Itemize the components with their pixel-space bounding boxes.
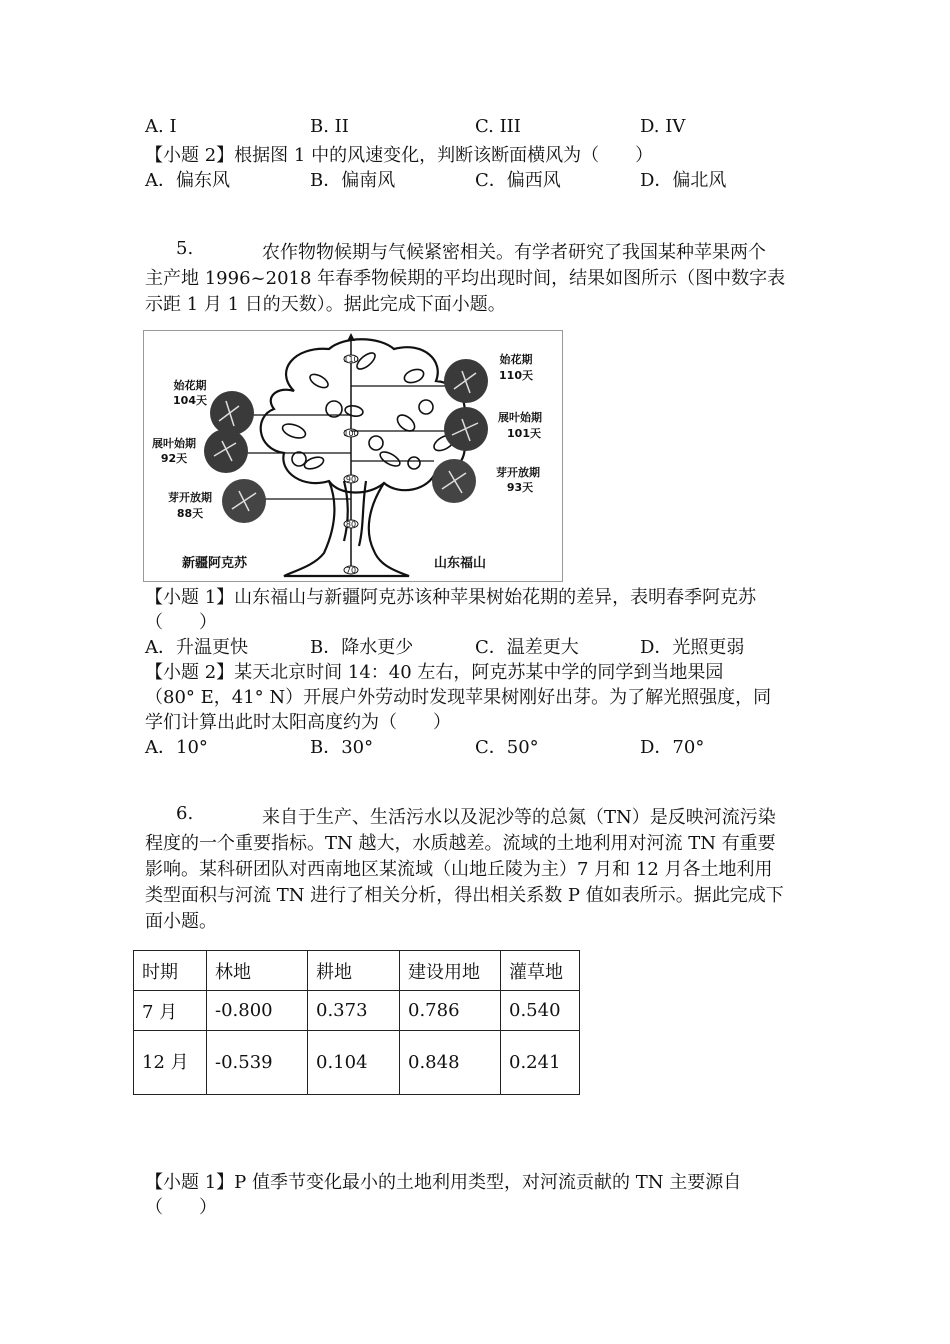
table-row (134, 1031, 580, 1095)
left-stage-1-name: 始花期 (173, 379, 207, 392)
tree-outline (261, 339, 465, 576)
table-row (134, 991, 580, 1031)
q5-intro-line-2: 主产地 1996~2018 年春季物候期的平均出现时间，结果如图所示（图中数字表 (145, 268, 786, 289)
table-cell: 12 月 (134, 1031, 207, 1095)
photo-left-flower (210, 391, 254, 435)
option-c: C. III (475, 116, 521, 137)
q6-intro-line-2: 程度的一个重要指标。TN 越大，水质越差。流域的土地利用对河流 TN 有重要 (145, 833, 776, 854)
q6-sub1-line-2: （ ） (145, 1197, 217, 1218)
table-header-cell: 建设用地 (400, 951, 501, 991)
table-cell: 0.241 (501, 1031, 580, 1095)
axis-tick-110: 110 (343, 355, 359, 364)
table-cell: 0.540 (501, 991, 580, 1031)
q5-intro-line-1: 农作物物候期与气候紧密相关。有学者研究了我国某种苹果两个 (262, 242, 766, 263)
q5-sub1-option-d: D．光照更弱 (640, 637, 745, 658)
table-header-cell: 灌草地 (501, 951, 580, 991)
table-cell: 0.786 (400, 991, 501, 1031)
left-stage-labels (152, 378, 212, 520)
right-stage-3-days: 93天 (506, 481, 534, 494)
q5-sub1-option-b: B．降水更少 (310, 637, 414, 658)
left-stage-2-name: 展叶始期 (152, 437, 196, 450)
region-right-label: 山东福山 (434, 556, 487, 571)
axis-tick-90: 90 (345, 475, 357, 484)
q6-intro-line-4: 类型面积与河流 TN 进行了相关分析，得出相关系数 P 值如表所示。据此完成下 (145, 885, 784, 906)
q4-sub2-stem: 【小题 2】根据图 1 中的风速变化，判断该断面横风为（ ） (145, 145, 654, 166)
left-stage-1-days: 104天 (173, 394, 207, 407)
region-left-label: 新疆阿克苏 (182, 556, 248, 571)
right-stage-1-name: 始花期 (499, 353, 533, 366)
left-stage-3-days: 88天 (176, 507, 204, 520)
q5-sub2-line-3: 学们计算出此时太阳高度约为（ ） (145, 712, 451, 733)
q5-sub2-option-a: A．10° (145, 737, 208, 758)
table-header-cell: 时期 (134, 951, 207, 991)
phenology-tree-figure (143, 330, 563, 582)
q5-sub2-line-1: 【小题 2】某天北京时间 14：40 左右，阿克苏某中学的同学到当地果园 (145, 662, 724, 683)
option-d: D. IV (640, 116, 686, 137)
right-stage-1-days: 110天 (499, 369, 533, 382)
q4-sub2-option-b: B．偏南风 (310, 170, 396, 191)
q5-sub2-option-b: B．30° (310, 737, 374, 758)
table-cell: 0.104 (308, 1031, 400, 1095)
table-cell: 0.848 (400, 1031, 501, 1095)
axis-arrow (347, 333, 355, 341)
p-value-table (133, 950, 580, 1095)
q5-sub1-option-a: A．升温更快 (145, 637, 248, 658)
q6-number: 6. (176, 803, 194, 824)
axis-tick-80: 80 (345, 520, 357, 529)
q6-sub1-line-1: 【小题 1】P 值季节变化最小的土地利用类型，对河流贡献的 TN 主要源自 (145, 1172, 742, 1193)
region-labels (182, 555, 486, 571)
q5-sub2-line-2: （80° E，41° N）开展户外劳动时发现苹果树刚好出芽。为了解光照强度，同 (145, 687, 772, 708)
q5-intro-line-3: 示距 1 月 1 日的天数）。据此完成下面小题。 (145, 294, 506, 315)
table-cell: 7 月 (134, 991, 207, 1031)
table-cell: -0.539 (207, 1031, 308, 1095)
table-cell: 0.373 (308, 991, 400, 1031)
left-stage-2-days: 92天 (160, 452, 188, 465)
q5-sub2-option-d: D．70° (640, 737, 705, 758)
q5-sub2-option-c: C．50° (475, 737, 539, 758)
right-stage-labels (496, 352, 542, 494)
option-a: A. I (145, 116, 177, 137)
q4-sub2-option-c: C．偏西风 (475, 170, 561, 191)
option-b: B. II (310, 116, 349, 137)
right-stage-3-name: 芽开放期 (496, 466, 540, 479)
q6-intro-line-1: 来自于生产、生活污水以及泥沙等的总氮（TN）是反映河流污染 (262, 807, 776, 828)
q5-sub1-line-2: （ ） (145, 612, 217, 633)
q6-intro-line-3: 影响。某科研团队对西南地区某流域（山地丘陵为主）7 月和 12 月各土地利用 (145, 859, 773, 880)
q5-number: 5. (176, 238, 194, 259)
photo-left-leaf (204, 429, 248, 473)
q4-sub2-option-d: D．偏北风 (640, 170, 727, 191)
q6-intro-line-5: 面小题。 (145, 911, 217, 932)
q4-sub2-option-a: A．偏东风 (145, 170, 230, 191)
left-stage-3-name: 芽开放期 (168, 491, 212, 504)
q5-sub1-line-1: 【小题 1】山东福山与新疆阿克苏该种苹果树始花期的差异，表明春季阿克苏 (145, 587, 757, 608)
right-stage-2-name: 展叶始期 (498, 411, 542, 424)
table-header-cell: 林地 (207, 951, 308, 991)
q5-sub1-option-c: C．温差更大 (475, 637, 579, 658)
axis-tick-70: 70 (345, 566, 357, 575)
table-header-row (134, 951, 580, 991)
axis-tick-100: 100 (343, 429, 359, 438)
table-header-cell: 耕地 (308, 951, 400, 991)
table-cell: -0.800 (207, 991, 308, 1031)
right-stage-2-days: 101天 (507, 427, 541, 440)
